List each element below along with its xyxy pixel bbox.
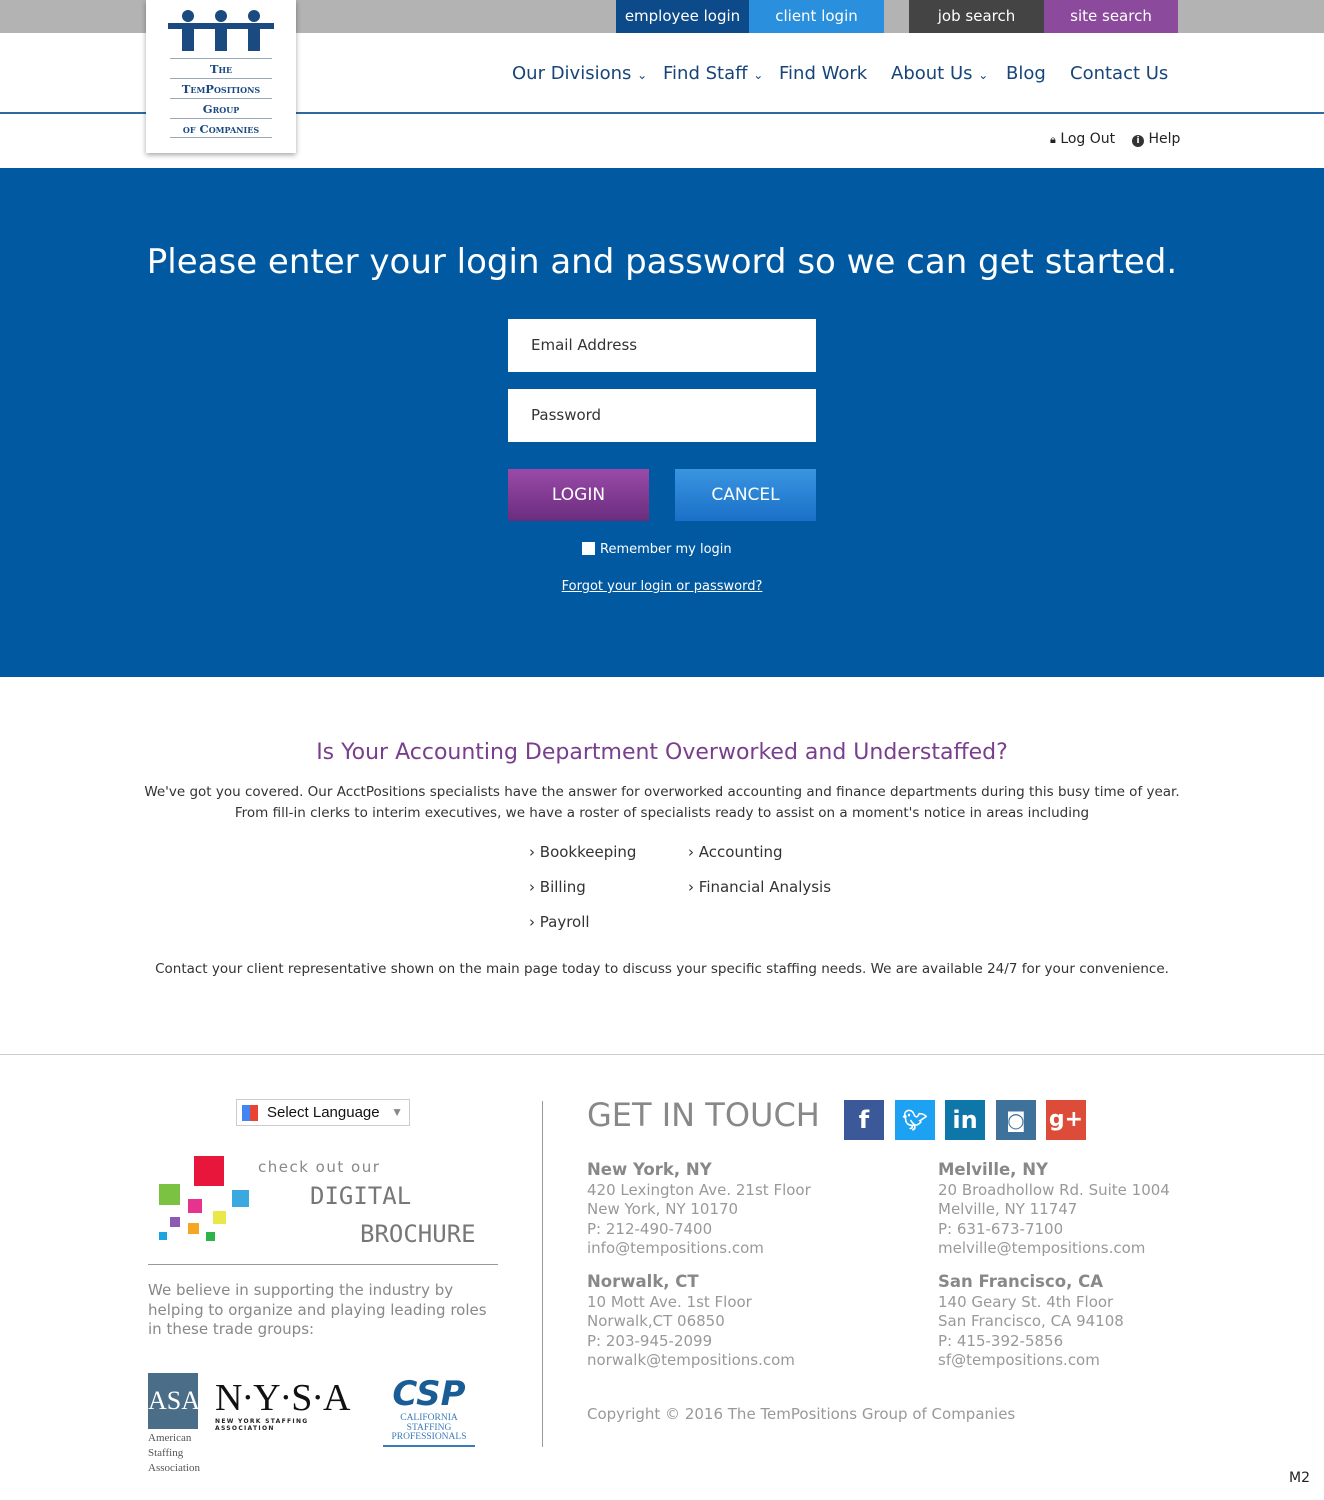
google-translate-icon (242, 1105, 258, 1121)
google-plus-icon[interactable]: g+ (1046, 1100, 1086, 1140)
logo-text: of Companies (170, 118, 272, 138)
brochure-text: check out our (258, 1158, 381, 1176)
client-login-link[interactable]: client login (749, 0, 884, 33)
copyright: Copyright © 2016 The TemPositions Group of Companies (587, 1405, 1016, 1423)
employee-login-link[interactable]: employee login (616, 0, 749, 33)
support-text: We believe in supporting the industry by helping to organize and playing leading roles in these trade groups: (148, 1281, 487, 1338)
email-link[interactable]: melville@tempositions.com (938, 1239, 1146, 1257)
chevron-down-icon: ⌄ (637, 68, 648, 82)
list-item: › Billing (529, 878, 586, 896)
brochure-text: BROCHURE (360, 1220, 476, 1248)
brochure-text: DIGITAL (310, 1182, 412, 1210)
email-link[interactable]: norwalk@tempositions.com (587, 1351, 795, 1369)
promo-intro: We've got you covered. Our AcctPositions specialists have the answer for overworked accounting and finance departments during this busy time of year. From fill-in clerks to interim executives, we have a roster of specialists ready to assist on a moment's notice in areas including (144, 784, 1180, 821)
csp-logo[interactable]: CSP CALIFORNIA STAFFING PROFESSIONALS (383, 1374, 475, 1447)
instagram-icon[interactable]: ◙ (996, 1100, 1036, 1140)
chevron-down-icon: ⌄ (753, 68, 764, 82)
list-item: › Accounting (688, 843, 783, 861)
office-norwalk: Norwalk, CT 10 Mott Ave. 1st Floor Norwalk,CT 06850 P: 203-945-2099 norwalk@tempositions.com (587, 1272, 795, 1369)
login-button[interactable]: LOGIN (508, 469, 649, 521)
forgot-password-link[interactable]: Forgot your login or password? (561, 579, 763, 594)
footer-column-divider (542, 1101, 543, 1447)
lock-icon: 🔒︎ (1050, 133, 1056, 146)
cancel-button[interactable]: CANCEL (675, 469, 816, 521)
info-icon: i (1132, 135, 1144, 147)
help-link[interactable]: i Help (1132, 131, 1180, 147)
get-in-touch-heading: GET IN TOUCH (587, 1096, 820, 1134)
company-logo[interactable] (146, 0, 296, 153)
nav-find-staff[interactable]: Find Staff ⌄ (663, 63, 764, 84)
footer-divider (0, 1054, 1324, 1055)
asa-logo[interactable]: ASA American Staffing Association (148, 1373, 200, 1477)
logo-figures-icon (168, 6, 274, 54)
linkedin-icon[interactable]: in (945, 1100, 985, 1140)
digital-brochure-link[interactable] (148, 1150, 498, 1265)
facebook-icon[interactable]: f (844, 1100, 884, 1140)
nav-our-divisions[interactable]: Our Divisions ⌄ (512, 63, 648, 84)
password-input[interactable]: Password (508, 389, 816, 442)
office-san-francisco: San Francisco, CA 140 Geary St. 4th Floor San Francisco, CA 94108 P: 415-392-5856 sf@tempositions.com (938, 1272, 1124, 1369)
logo-text: The (170, 58, 272, 78)
email-input[interactable]: Email Address (508, 319, 816, 372)
job-search-link[interactable]: job search (909, 0, 1044, 33)
promo-title: Is Your Accounting Department Overworked and Understaffed? (316, 740, 1008, 765)
login-heading: Please enter your login and password so we can get started. (146, 242, 1178, 282)
language-select[interactable]: Select Language ▼ (236, 1099, 410, 1126)
remember-login[interactable]: Remember my login (582, 542, 732, 557)
nav-find-work[interactable]: Find Work (779, 63, 868, 84)
email-link[interactable]: sf@tempositions.com (938, 1351, 1100, 1369)
chevron-down-icon: ⌄ (978, 68, 989, 82)
nysa-logo[interactable]: N·Y·S·A NEW YORK STAFFING ASSOCIATION (215, 1377, 350, 1432)
site-search-link[interactable]: site search (1044, 0, 1178, 33)
promo-outro: Contact your client representative shown on the main page today to discuss your specific staffing needs. We are available 24/7 for your convenience. (155, 961, 1169, 977)
logo-text: Group (170, 98, 272, 118)
nav-contact-us[interactable]: Contact Us (1070, 63, 1169, 84)
office-melville: Melville, NY 20 Broadhollow Rd. Suite 1004 Melville, NY 11747 P: 631-673-7100 melville@tempositions.com (938, 1160, 1170, 1257)
corner-label: M2 (1289, 1470, 1310, 1486)
list-item: › Payroll (529, 913, 590, 931)
logout-link[interactable]: 🔒︎ Log Out (1050, 131, 1116, 147)
remember-checkbox[interactable] (582, 542, 595, 555)
office-new-york: New York, NY 420 Lexington Ave. 21st Floor New York, NY 10170 P: 212-490-7400 info@tempositions.com (587, 1160, 811, 1257)
twitter-icon[interactable]: 🐦︎ (895, 1100, 935, 1140)
list-item: › Bookkeeping (529, 843, 637, 861)
email-link[interactable]: info@tempositions.com (587, 1239, 764, 1257)
dropdown-arrow-icon: ▼ (391, 1105, 403, 1119)
nav-about-us[interactable]: About Us ⌄ (891, 63, 989, 84)
nav-blog[interactable]: Blog (1006, 63, 1046, 84)
list-item: › Financial Analysis (688, 878, 832, 896)
logo-text: TemPositions (170, 78, 272, 98)
